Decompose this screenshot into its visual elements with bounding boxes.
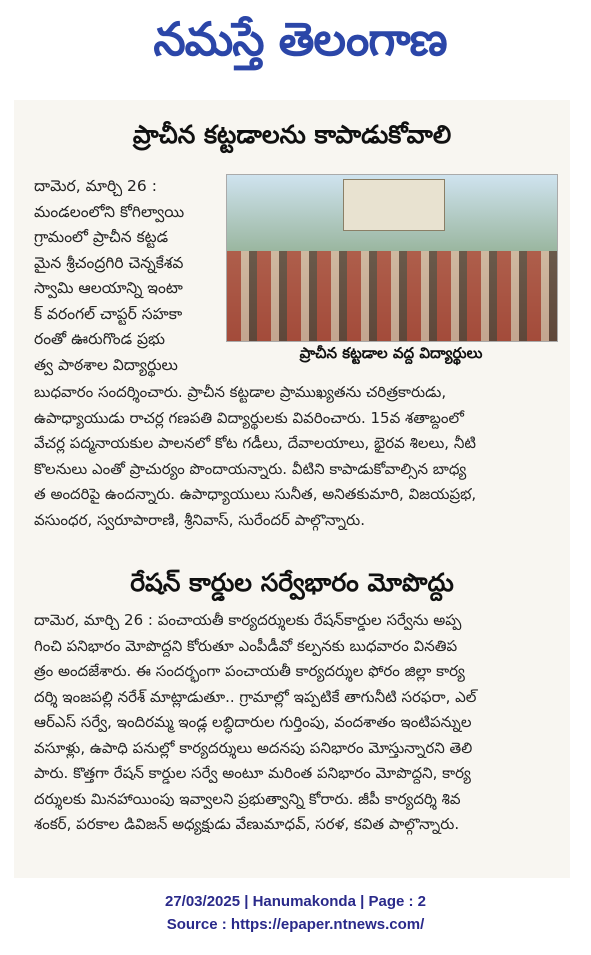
body-line: ఉపాధ్యాయుడు రాచర్ల గణపతి విద్యార్థులకు వివరించారు. 15వ శతాబ్దంలో [34, 408, 464, 427]
students-group-photo [226, 174, 558, 342]
article1-headline: ప్రాచీన కట్టడాలను కాపాడుకోవాలి [132, 120, 452, 149]
body-line: త్వ పాఠశాల విద్యార్థులు [34, 355, 178, 374]
body-line: వసూళ్లు, ఉపాధి పనుల్లో కార్యదర్శులు అదనపు పనిభారం మోస్తున్నారని తెలి [34, 738, 473, 757]
body-line: మైన శ్రీచంద్రగిరి చెన్నకేశవ [34, 253, 184, 272]
photo-caption: ప్రాచీన కట్టడాల వద్ద విద్యార్థులు [299, 344, 483, 362]
cropped-previous-article [14, 100, 570, 110]
body-line: రంతో ఊరుగొండ ప్రభు [34, 330, 166, 348]
body-line: గించి పనిభారం మోపొద్దని కోరుతూ ఎంపీడీవో కల్పనకు బుధవారం వినతిప [34, 636, 458, 655]
body-line: దర్శులకు మినహాయింపు ఇవ్వాలని ప్రభుత్వాన్ని కోరారు. జీపీ కార్యదర్శి శివ [34, 789, 461, 808]
body-line: వసుంధర, స్వరూపారాణి, శ్రీనివాస్, సురేందర్ పాల్గొన్నారు. [34, 510, 365, 529]
body-line: శంకర్, పరకాల డివిజన్ అధ్యక్షుడు వేణుమాధవ్, సరళ, కవిత పాల్గొన్నారు. [34, 815, 460, 833]
intach-banner [343, 179, 445, 231]
article1-narrow-column [34, 174, 222, 378]
body-line: బుధవారం సందర్శించారు. ప్రాచీన కట్టడాల ప్రాముఖ్యతను చరిత్రకారుడు, [34, 383, 447, 401]
body-line: గ్రామంలో ప్రాచీన కట్టడ [34, 228, 169, 246]
article2-body [34, 608, 564, 838]
body-line: దామెర, మార్చి 26 : [34, 177, 157, 195]
body-line: వేచర్ల పద్మనాయకుల పాలనలో కోట గడీలు, దేవాలయాలు, భైరవ శిలలు, నీటి [34, 434, 476, 452]
body-line: స్వామి ఆలయాన్ని ఇంటా [34, 279, 183, 297]
source-link[interactable]: Source : https://epaper.ntnews.com/ [166, 916, 425, 933]
body-line: ఆర్‌ఎస్ సర్వే, ఇందిరమ్మ ఇండ్ల లబ్ధిదారుల గుర్తింపు, వందశాతం ఇంటిపన్నుల [34, 713, 472, 731]
body-line: దామెర, మార్చి 26 : పంచాయతీ కార్యదర్శులకు రేషన్‌కార్డుల సర్వేను అప్ప [34, 611, 462, 629]
students-figures [227, 251, 557, 341]
body-line: దర్శి ఇంజపల్లి నరేశ్ మాట్లాడుతూ.. గ్రామాల్లో ఇప్పటికే తాగునీటి సరఫరా, ఎల్ [34, 687, 477, 706]
body-line: క్ వరంగల్ చాప్టర్ సహకా [34, 304, 183, 323]
body-line: పారు. కొత్తగా రేషన్ కార్డుల సర్వే అంటూ మరింత పనిభారం మోపొద్దని, కార్య [34, 764, 471, 782]
article1-wide-column [34, 380, 564, 533]
body-line: త అందరిపై ఉందన్నారు. ఉపాధ్యాయులు సునీత, అనితకుమారి, విజయప్రభ, [34, 485, 477, 503]
edition-info: 27/03/2025 | Hanumakonda | Page : 2 [164, 893, 426, 910]
newspaper-masthead: నమస్తే తెలంగాణ [153, 12, 447, 66]
body-line: మండలంలోని కోగిల్వాయి [34, 202, 185, 221]
news-clipping [14, 100, 570, 878]
article2-headline: రేషన్ కార్డుల సర్వేభారం మోపొద్దు [130, 568, 454, 597]
body-line: త్రం అందజేశారు. ఈ సందర్భంగా పంచాయతీ కార్యదర్శుల ఫోరం జిల్లా కార్య [34, 662, 465, 680]
body-line: కొలనులు ఎంతో ప్రాచుర్యం పొందాయన్నారు. వీటిని కాపాడుకోవాల్సిన బాధ్య [34, 459, 467, 478]
